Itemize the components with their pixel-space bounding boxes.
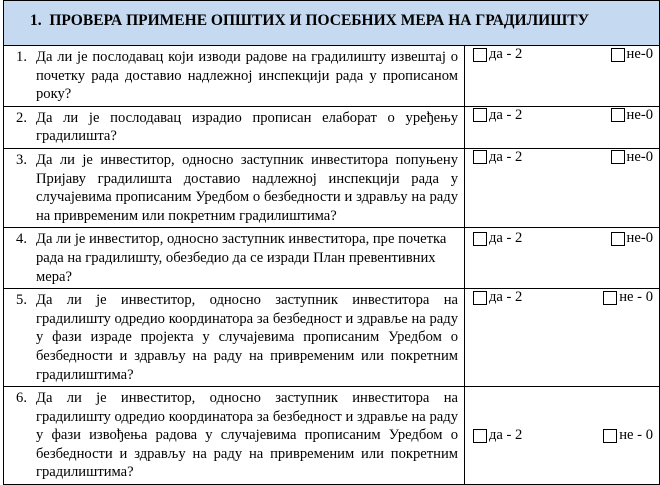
no-label: не-0 [626, 46, 653, 62]
yes-checkbox[interactable] [473, 291, 487, 305]
question-text: Да ли је инвеститор, односно заступник инвеститора на градилишту одредио координатора за безбедност и здравље на раду у фази израде пројекта у случајевима прописаним Уредбом о безбедности и здрављу на раду на привременим или покретним градилиштима? [36, 292, 458, 383]
yes-label: да - 2 [489, 230, 523, 247]
answer-yes-option[interactable] [473, 427, 522, 444]
answer-yes-option[interactable] [473, 230, 522, 247]
question-number: 3. [16, 151, 27, 168]
question-cell [4, 46, 465, 107]
checklist-table [3, 0, 660, 485]
answer-yes-option[interactable] [473, 149, 522, 166]
answer-cell [465, 148, 660, 227]
question-text: Да ли је инвеститор, односно заступник инвеститора, пре почетка рада на градилишту, обезбедио да се изради План превентивних мера? [36, 231, 447, 285]
no-label: не-0 [626, 230, 653, 247]
no-checkbox[interactable] [603, 429, 617, 443]
question-number: 4. [16, 231, 27, 248]
answer-cell [465, 106, 660, 148]
yes-label: да - 2 [489, 427, 523, 444]
no-checkbox[interactable] [611, 108, 625, 122]
answer-cell [465, 46, 660, 107]
yes-label: да - 2 [489, 46, 523, 62]
section-header-row [4, 1, 660, 46]
question-text: Да ли је инвеститор, односно заступник инвеститора на градилишту одредио координатора за безбедност и здравље на раду у фази извођења радова у случајевима прописаним Уредбом о безбедности и здрављу на раду на привременим или покретним градилиштима? [36, 390, 458, 481]
answer-no-option[interactable] [603, 289, 653, 306]
yes-checkbox[interactable] [473, 48, 487, 62]
answer-no-option[interactable] [603, 427, 653, 444]
answer-no-option[interactable] [611, 230, 653, 247]
answer-cell [465, 387, 660, 485]
no-checkbox[interactable] [603, 291, 617, 305]
no-checkbox[interactable] [611, 48, 625, 62]
section-title: ПРОВЕРА ПРИМЕНЕ ОПШТИХ И ПОСЕБНИХ МЕРА НА ГРАДИЛИШТУ [49, 12, 589, 29]
question-row-1 [4, 46, 660, 107]
question-number: 2. [16, 109, 27, 126]
no-label: не-0 [626, 106, 653, 123]
question-number: 5. [16, 292, 27, 309]
no-label: не-0 [626, 148, 653, 165]
answer-yes-option[interactable] [473, 107, 522, 124]
section-number: 1. [30, 12, 42, 29]
no-label: не - 0 [619, 289, 653, 306]
question-cell [4, 148, 465, 227]
question-cell [4, 228, 465, 289]
section-header [4, 1, 660, 46]
question-number: 1. [16, 49, 27, 65]
yes-label: да - 2 [489, 106, 523, 123]
no-label: не - 0 [619, 427, 653, 444]
no-checkbox[interactable] [611, 150, 625, 164]
no-checkbox[interactable] [611, 232, 625, 246]
answer-yes-option[interactable] [473, 46, 522, 63]
yes-checkbox[interactable] [473, 429, 487, 443]
yes-checkbox[interactable] [473, 150, 487, 164]
yes-label: да - 2 [489, 289, 523, 306]
yes-checkbox[interactable] [473, 108, 487, 122]
answer-cell [465, 289, 660, 387]
answer-no-option[interactable] [611, 149, 653, 166]
question-row-5 [4, 289, 660, 387]
answer-cell [465, 228, 660, 289]
question-text: Да ли је инвеститор, односно заступник инвеститора попуњену Пријаву градилишта доставио надлежној инспекцији рада у случајевима прописаним Уредбом о безбедности и здрављу на раду на привременим или покретним градилиштима? [36, 151, 458, 224]
answer-no-option[interactable] [611, 46, 653, 63]
question-row-2 [4, 106, 660, 148]
question-number: 6. [16, 390, 27, 407]
question-cell [4, 387, 465, 485]
question-text: Да ли је послодавац који изводи радове на градилишту извештај о почетку рада доставио надлежној инспекцији рада у прописаном року? [36, 49, 458, 103]
question-row-4 [4, 228, 660, 289]
question-cell [4, 289, 465, 387]
question-row-6 [4, 387, 660, 485]
yes-checkbox[interactable] [473, 232, 487, 246]
question-cell [4, 106, 465, 148]
yes-label: да - 2 [489, 148, 523, 165]
answer-no-option[interactable] [611, 107, 653, 124]
question-text: Да ли је послодавац израдио прописан елаборат о уређењу градилишта? [36, 109, 458, 145]
answer-yes-option[interactable] [473, 289, 522, 306]
question-row-3 [4, 148, 660, 227]
